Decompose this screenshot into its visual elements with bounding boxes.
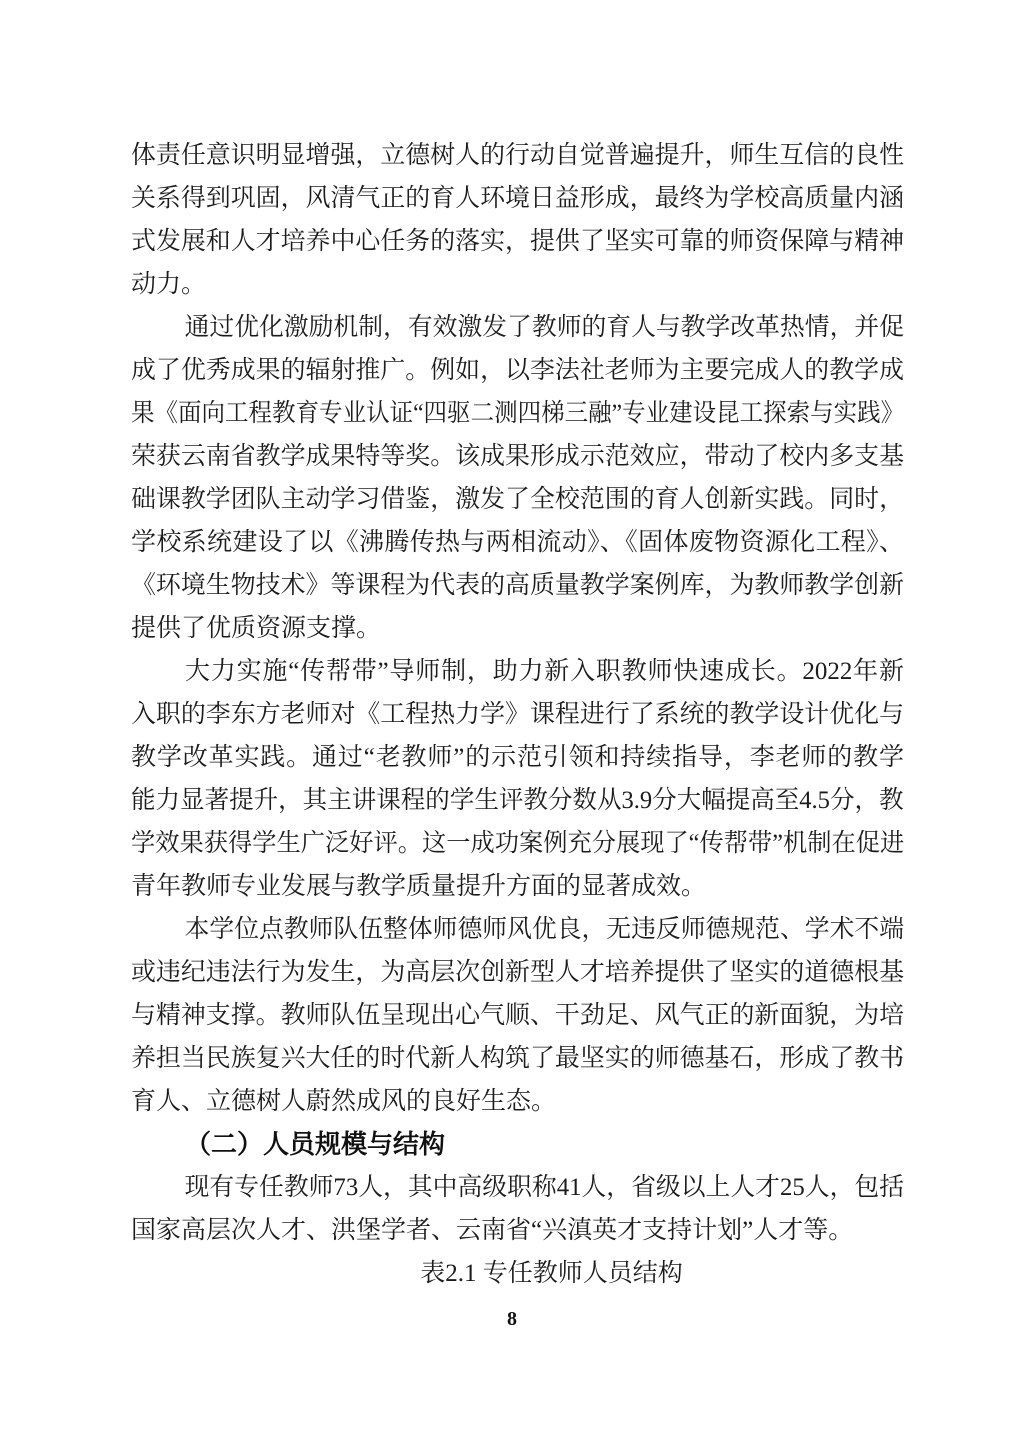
body-text-line: 能力显著提升，其主讲课程的学生评教分数从3.9分大幅提高至4.5分，教 [131, 787, 904, 814]
body-text-line: 提供了优质资源支撑。 [131, 615, 382, 642]
body-text-line: 成了优秀成果的辐射推广。例如，以李法社老师为主要完成人的教学成 [131, 357, 905, 384]
body-text-line: 《环境生物技术》等课程为代表的高质量教学案例库，为教师教学创新 [131, 572, 905, 599]
body-text-line: 与精神支撑。教师队伍呈现出心气顺、干劲足、风气正的新面貌，为培 [131, 1002, 905, 1029]
section-heading: （二）人员规模与结构 [185, 1129, 446, 1159]
body-text-line: 国家高层次人才、洪堡学者、云南省“兴滇英才支持计划”人才等。 [131, 1217, 854, 1244]
body-text-line: 关系得到巩固，风清气正的育人环境日益形成，最终为学校高质量内涵 [131, 185, 905, 212]
body-text-line: 育人、立德树人蔚然成风的良好生态。 [131, 1088, 557, 1115]
body-text-line: 学效果获得学生广泛好评。这一成功案例充分展现了“传帮带”机制在促进 [131, 830, 905, 857]
body-text-line: 现有专任教师73人，其中高级职称41人，省级以上人才25人，包括 [184, 1174, 905, 1201]
body-text-line: 动力。 [131, 271, 207, 298]
body-text-line: 荣获云南省教学成果特等奖。该成果形成示范效应，带动了校内多支基 [131, 443, 905, 470]
body-text-line: 教学改革实践。通过“老教师”的示范引领和持续指导，李老师的教学 [131, 744, 904, 771]
body-text-line: 础课教学团队主动学习借鉴，激发了全校范围的育人创新实践。同时， [131, 486, 905, 513]
body-text-line: 式发展和人才培养中心任务的落实，提供了坚实可靠的师资保障与精神 [131, 228, 905, 255]
body-text-line: 学校系统建设了以《沸腾传热与两相流动》、《固体废物资源化工程》、 [131, 529, 904, 556]
body-text-line: 青年教师专业发展与教学质量提升方面的显著成效。 [131, 873, 707, 900]
body-text-line: 大力实施“传帮带”导师制，助力新入职教师快速成长。2022年新 [185, 658, 904, 685]
table-caption: 表2.1 专任教师人员结构 [420, 1260, 683, 1287]
body-text-line: 本学位点教师队伍整体师德师风优良，无违反师德规范、学术不端 [184, 916, 905, 943]
text-block [131, 134, 904, 1295]
body-text-line: 入职的李东方老师对《工程热力学》课程进行了系统的教学设计优化与 [131, 701, 905, 728]
body-text-line: 体责任意识明显增强，立德树人的行动自觉普遍提升，师生互信的良性 [131, 142, 905, 169]
page-number: 8 [507, 1308, 517, 1330]
body-text-line: 或违纪违法行为发生，为高层次创新型人才培养提供了坚实的道德根基 [131, 959, 905, 986]
body-text-line: 养担当民族复兴大任的时代新人构筑了最坚实的师德基石，形成了教书 [131, 1045, 905, 1072]
body-text-line: 果《面向工程教育专业认证“四驱二测四梯三融”专业建设昆工探索与实践》 [131, 400, 905, 427]
body-text-line: 通过优化激励机制，有效激发了教师的育人与教学改革热情，并促 [184, 314, 905, 341]
